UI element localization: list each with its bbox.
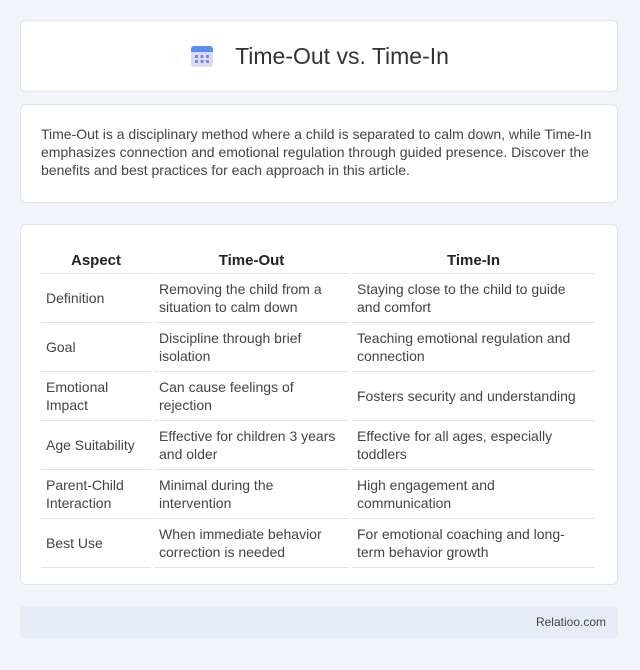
cell-time-out: Discipline through brief isolation [154,323,349,372]
cell-time-in: Teaching emotional regulation and connection [352,323,595,372]
table-header-row [41,245,595,274]
footer [20,606,618,638]
cell-time-out: Can cause feelings of rejection [154,372,349,421]
cell-aspect: Emotional Impact [41,372,151,421]
page-title: Time-Out vs. Time-In [235,42,449,69]
cell-aspect: Goal [41,323,151,372]
header-aspect: Aspect [41,245,151,274]
cell-aspect: Best Use [41,519,151,568]
table-row [41,421,595,470]
cell-time-in: Fosters security and understanding [352,372,595,421]
table-row [41,372,595,421]
title-card [20,20,618,92]
cell-time-out: Minimal during the intervention [154,470,349,519]
cell-aspect: Definition [41,274,151,323]
cell-time-in: High engagement and communication [352,470,595,519]
cell-time-in: For emotional coaching and long-term behavior growth [352,519,595,568]
cell-time-in: Staying close to the child to guide and comfort [352,274,595,323]
cell-aspect: Parent-Child Interaction [41,470,151,519]
cell-time-out: Effective for children 3 years and older [154,421,349,470]
calendar-icon [189,43,215,69]
table-row [41,274,595,323]
header-time-out: Time-Out [154,245,349,274]
intro-text: Time-Out is a disciplinary method where a child is separated to calm down, while Time-In emphasizes connection and emotional regulation through guided presence. Discover the benefits and best practices for each approach in this article. [41,126,592,178]
intro-card [20,104,618,203]
comparison-table [38,245,598,568]
cell-time-out: Removing the child from a situation to calm down [154,274,349,323]
table-card [20,224,618,585]
table-row [41,470,595,519]
cell-time-in: Effective for all ages, especially toddlers [352,421,595,470]
header-time-in: Time-In [352,245,595,274]
table-row [41,519,595,568]
cell-time-out: When immediate behavior correction is needed [154,519,349,568]
footer-site-link[interactable]: Relatioo.com [535,615,606,629]
table-row [41,323,595,372]
cell-aspect: Age Suitability [41,421,151,470]
